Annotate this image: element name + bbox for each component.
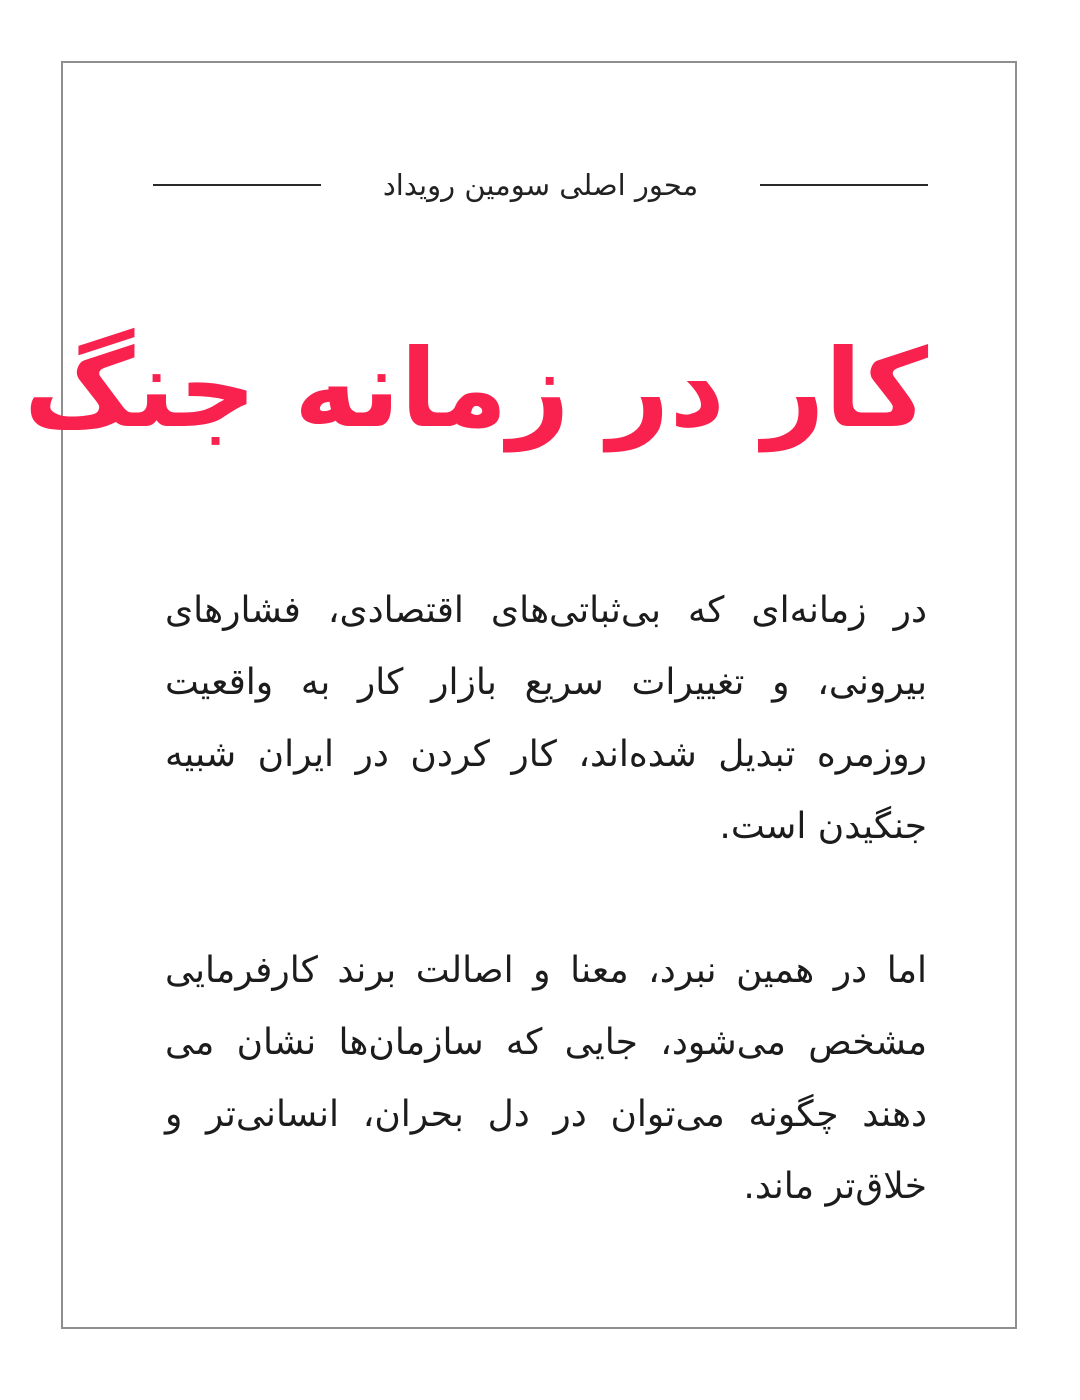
page-title: کار در زمانه جنگ <box>23 327 928 452</box>
body-paragraph-2: اما در همین نبرد، معنا و اصالت برند کارفرمایی مشخص می‌شود، جایی که سازمان‌ها نشان می دهند چگونه می‌توان در دل بحران، انسانی‌تر و خلاق‌تر ماند. <box>165 950 927 1207</box>
body-paragraph-1: در زمانه‌ای که بی‌ثباتی‌های اقتصادی، فشارهای بیرونی، و تغییرات سریع بازار کار به واقعیت روزمره تبدیل شده‌اند، کار کردن در ایران شبیه جنگیدن است. <box>165 590 927 847</box>
kicker-divider-right <box>760 184 928 186</box>
kicker-row <box>153 163 928 207</box>
kicker-text: محور اصلی سومین رویداد <box>382 168 699 202</box>
kicker-divider-left <box>153 184 321 186</box>
